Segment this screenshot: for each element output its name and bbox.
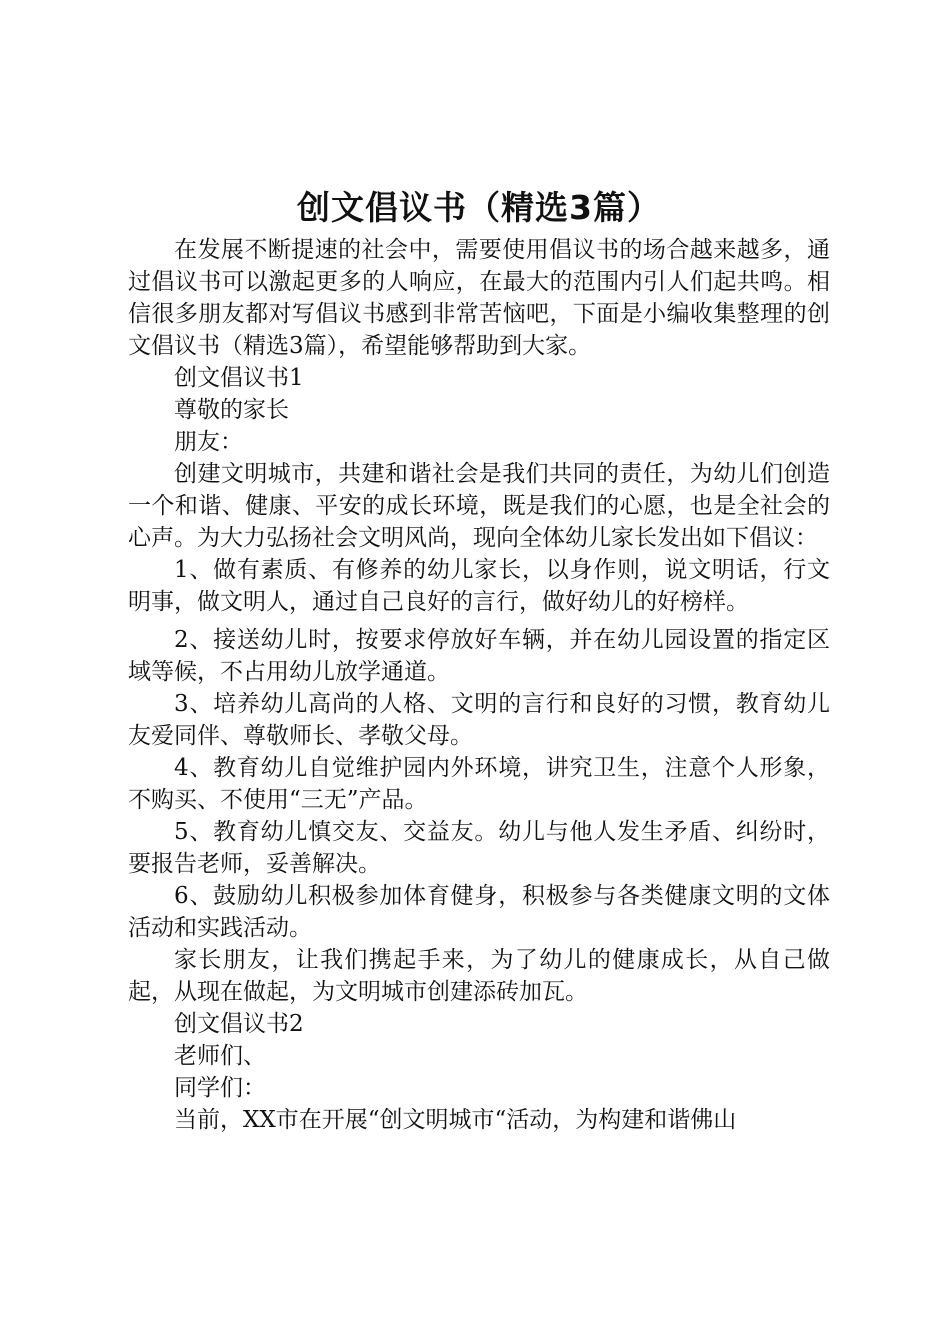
- proposal-item-1: 1、做有素质、有修养的幼儿家长，以身作则，说文明话，行文明事，做文明人，通过自己良好的言行，做好幼儿的好榜样。: [128, 557, 830, 615]
- salutation-line-4: 同学们：: [174, 1075, 266, 1101]
- salutation-line-3: 老师们、: [174, 1043, 266, 1069]
- document-body: [128, 234, 830, 1136]
- section-heading-2: 创文倡议书2: [174, 1011, 304, 1037]
- document-page: [128, 186, 830, 1136]
- closing-paragraph: 家长朋友，让我们携起手来，为了幼儿的健康成长，从自己做起，从现在做起，为文明城市创建添砖加瓦。: [128, 947, 830, 1005]
- salutation-line-1: 尊敬的家长: [174, 397, 289, 423]
- proposal-item-6: 6、鼓励幼儿积极参加体育健身，积极参与各类健康文明的文体活动和实践活动。: [128, 883, 830, 941]
- document-title: 创文倡议书（精选3篇）: [297, 188, 661, 227]
- intro-paragraph: 在发展不断提速的社会中，需要使用倡议书的场合越来越多，通过倡议书可以激起更多的人响应，在最大的范围内引人们起共鸣。相信很多朋友都对写倡议书感到非常苦恼吧，下面是小编收集整理的创文倡议书（精选3篇），希望能够帮助到大家。: [128, 237, 830, 359]
- salutation-line-2: 朋友：: [174, 429, 243, 455]
- proposal-item-5: 5、教育幼儿慎交友、交益友。幼儿与他人发生矛盾、纠纷时，要报告老师，妥善解决。: [128, 819, 830, 877]
- body-paragraph-2: 当前，XX市在开展“创文明城市“活动，为构建和谐佛山: [174, 1107, 737, 1133]
- proposal-item-4: 4、教育幼儿自觉维护园内外环境，讲究卫生，注意个人形象，不购买、不使用“三无”产品。: [128, 755, 830, 813]
- proposal-item-3: 3、培养幼儿高尚的人格、文明的言行和良好的习惯，教育幼儿友爱同伴、尊敬师长、孝敬父母。: [128, 691, 830, 749]
- section-heading-1: 创文倡议书1: [174, 365, 304, 391]
- body-paragraph: 创建文明城市，共建和谐社会是我们共同的责任，为幼儿们创造一个和谐、健康、平安的成长环境，既是我们的心愿，也是全社会的心声。为大力弘扬社会文明风尚，现向全体幼儿家长发出如下倡议：: [128, 461, 830, 551]
- proposal-item-2: 2、接送幼儿时，按要求停放好车辆，并在幼儿园设置的指定区域等候，不占用幼儿放学通道。: [128, 627, 830, 685]
